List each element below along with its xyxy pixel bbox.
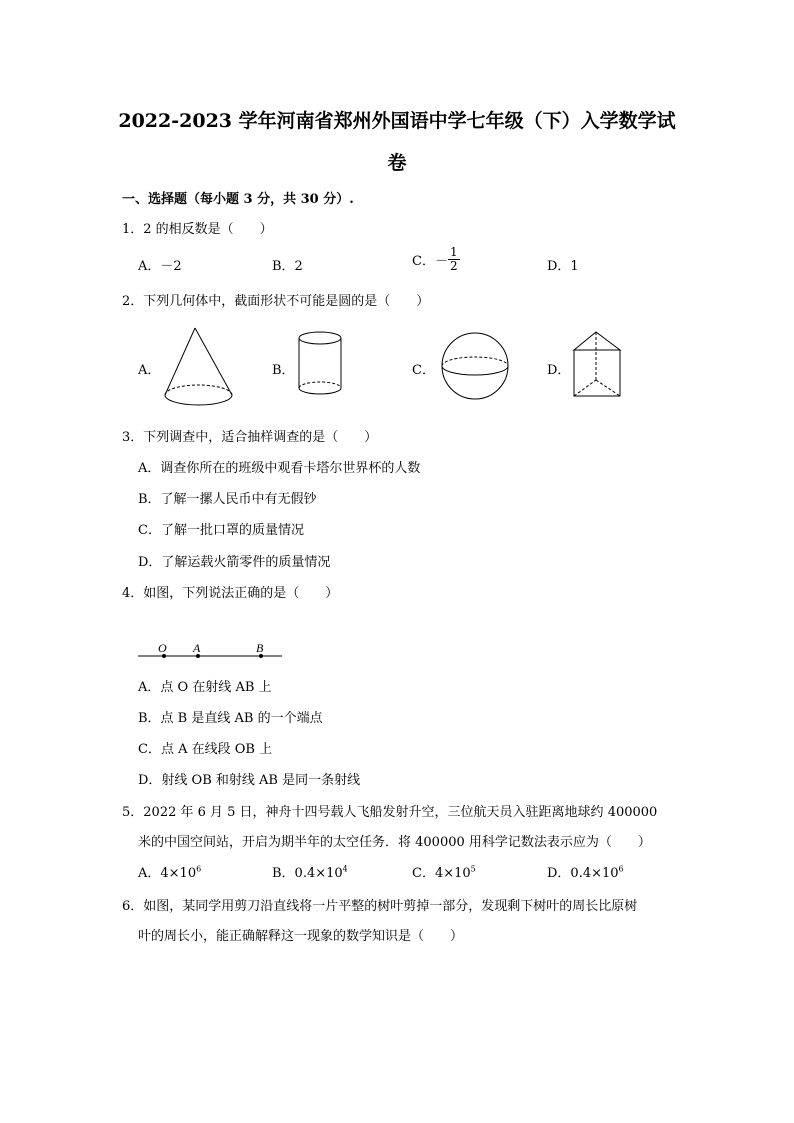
section-heading: 一、选择题（每小题 3 分，共 30 分）. [122,192,354,207]
q5-option-b-base: B．0.4×10 [272,866,343,881]
q1-option-c [412,246,460,273]
q3-option-a: A．调查你所在的班级中观看卡塔尔世界杯的人数 [138,461,421,476]
q5-option-d-exponent: 6 [618,864,624,874]
q3-option-b: B．了解一摞人民币中有无假钞 [138,492,317,507]
cylinder-figure [296,330,351,402]
q5-option-c [412,862,476,881]
q2-stem: 2．下列几何体中，截面形状不可能是圆的是（ ） [122,294,430,309]
q1-fraction-denominator: 2 [449,259,458,273]
q1-option-c-prefix: C．－ [412,254,448,269]
prism-figure [572,330,632,402]
q6-stem-line2: 叶的周长小，能正确解释这一现象的数学知识是（ ） [138,929,464,944]
q5-stem-line2: 米的中国空间站，开启为期半年的太空任务．将 400000 用科学记数法表示应为（ ） [138,835,651,850]
point-b-label: B [256,641,264,655]
q5-option-b-exponent: 4 [342,864,348,874]
q3-option-d: D．了解运载火箭零件的质量情况 [138,555,331,570]
q5-option-a-base: A．4×10 [138,866,197,881]
q5-option-c-base: C．4×10 [412,866,471,881]
q1-option-a: A．－2 [138,259,182,274]
cone-figure [160,325,240,410]
q4-option-c: C．点 A 在线段 OB 上 [138,742,273,757]
exam-title-line2: 卷 [387,152,407,174]
sphere-figure [440,332,512,404]
q2-option-b: B． [272,363,295,378]
q4-stem: 4．如图，下列说法正确的是（ ） [122,586,339,601]
q5-option-d [547,862,624,881]
q4-option-b: B．点 B 是直线 AB 的一个端点 [138,711,323,726]
q1-fraction-numerator: 1 [449,245,458,259]
ray-figure [136,640,286,664]
q1-option-d: D．1 [547,259,579,274]
q4-option-d: D．射线 OB 和射线 AB 是同一条射线 [138,773,361,788]
exam-title-line1: 2022-2023 学年河南省郑州外国语中学七年级（下）入学数学试 [118,110,676,132]
q3-option-c: C．了解一批口罩的质量情况 [138,523,304,538]
q4-option-a: A．点 O 在射线 AB 上 [138,680,272,695]
point-a-label: A [193,641,201,655]
q5-option-b [272,862,348,881]
q2-option-c: C． [412,363,435,378]
q1-option-b: B．2 [272,259,303,274]
q2-option-a: A． [138,363,161,378]
q5-stem-line1: 5．2022 年 6 月 5 日，神舟十四号载人飞船发射升空，三位航天员入驻距离地球约 400000 [122,805,658,820]
q1-fraction [448,246,460,273]
point-o-label: O [158,641,167,655]
q6-stem-line1: 6．如图，某同学用剪刀沿直线将一片平整的树叶剪掉一部分，发现剩下树叶的周长比原树 [122,899,638,914]
q3-stem: 3．下列调查中，适合抽样调查的是（ ） [122,430,378,445]
q5-option-c-exponent: 5 [470,864,476,874]
q2-option-d: D． [547,363,571,378]
q5-option-a-exponent: 6 [196,864,202,874]
q5-option-a [138,862,201,881]
q1-stem: 1．2 的相反数是（ ） [122,222,273,237]
q5-option-d-base: D．0.4×10 [547,866,619,881]
